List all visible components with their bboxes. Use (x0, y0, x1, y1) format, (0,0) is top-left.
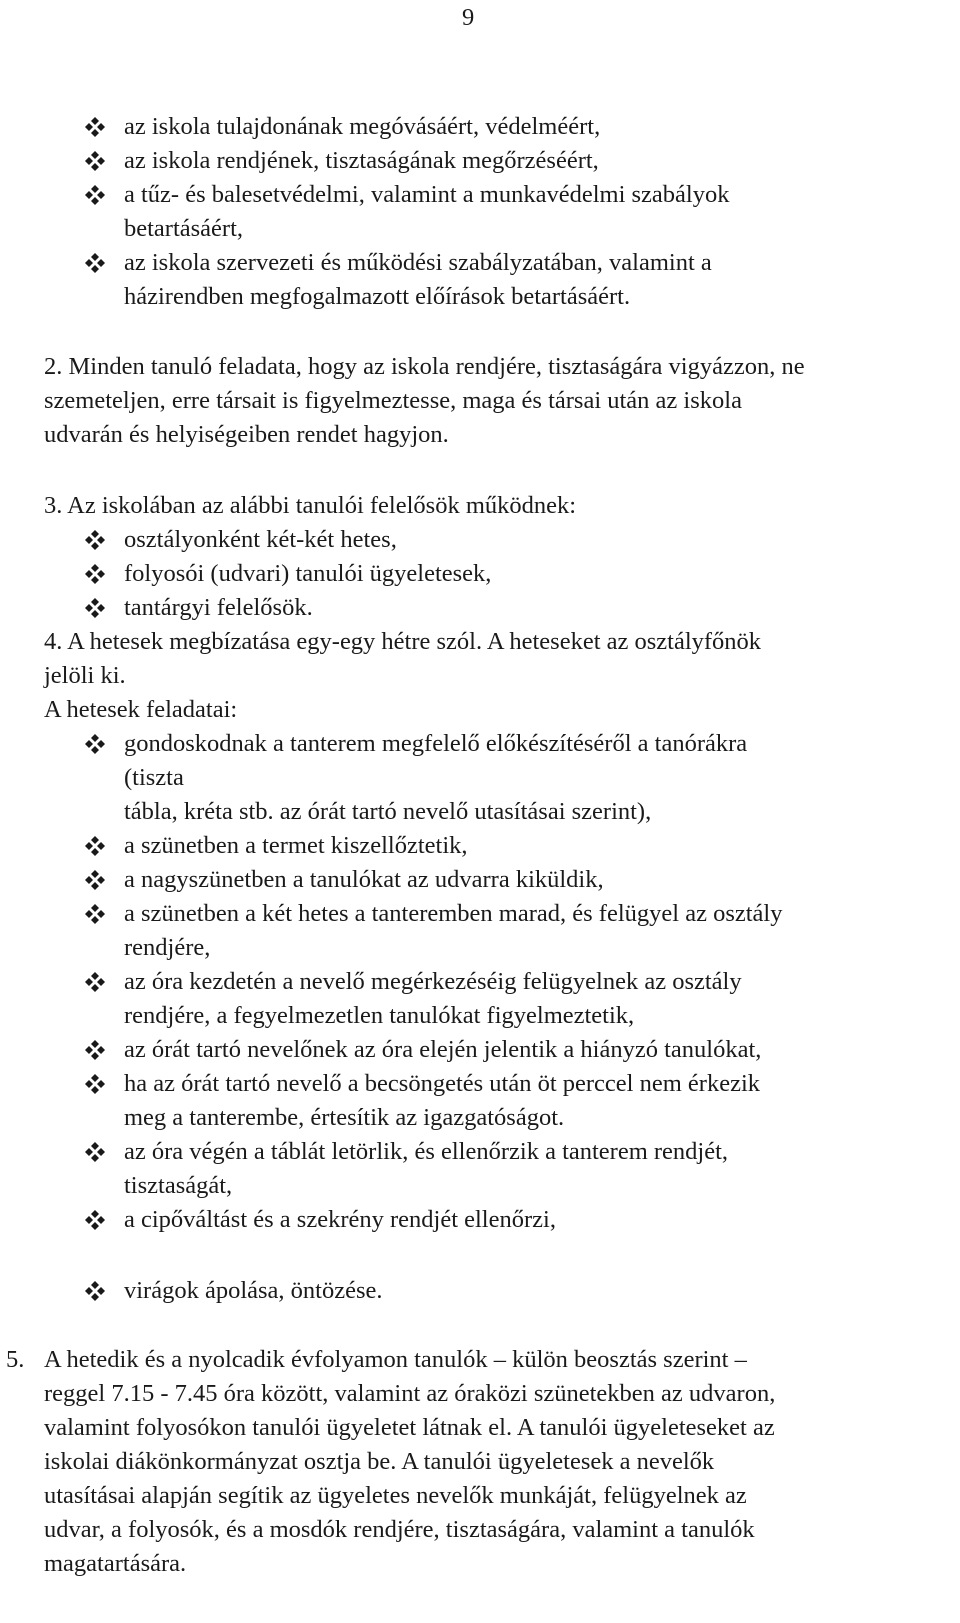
list-item: az óra végén a táblát letörlik, és ellenőrzik a tanterem rendjét, (124, 1138, 729, 1165)
page-number: 9 (462, 4, 475, 31)
paragraph-5-line: valamint folyosókon tanulói ügyeletet látnak el. A tanulói ügyeleteseket az (44, 1414, 775, 1441)
diamond-bullet-icon (85, 253, 105, 273)
paragraph-5-line: A hetedik és a nyolcadik évfolyamon tanulók – külön beosztás szerint – (44, 1346, 747, 1373)
diamond-bullet-icon (85, 904, 105, 924)
list-item: az iskola szervezeti és működési szabályzatában, valamint a (124, 249, 712, 276)
paragraph-5-number: 5. (6, 1346, 25, 1373)
paragraph-4-line: A hetesek feladatai: (44, 696, 238, 723)
paragraph-5-line: iskolai diákönkormányzat osztja be. A tanulói ügyeletesek a nevelők (44, 1448, 715, 1475)
diamond-bullet-icon (85, 734, 105, 754)
list-item-continuation: meg a tanterembe, értesítik az igazgatóságot. (124, 1104, 565, 1131)
list-item: a tűz- és balesetvédelmi, valamint a munkavédelmi szabályok (124, 181, 730, 208)
list-item: gondoskodnak a tanterem megfelelő előkészítéséről a tanórákra (124, 730, 748, 757)
list-item: a szünetben a két hetes a tanteremben marad, és felügyel az osztály (124, 900, 783, 927)
list-item: a szünetben a termet kiszellőztetik, (124, 832, 468, 859)
paragraph-4-line: 4. A hetesek megbízatása egy-egy hétre szól. A heteseket az osztályfőnök (44, 628, 762, 655)
paragraph-2-line: 2. Minden tanuló feladata, hogy az iskola rendjére, tisztaságára vigyázzon, ne (44, 353, 805, 380)
diamond-bullet-icon (85, 972, 105, 992)
list-item-continuation: (tiszta (124, 764, 184, 791)
list-item: az órát tartó nevelőnek az óra elején jelentik a hiányzó tanulókat, (124, 1036, 762, 1063)
list-item-continuation: tisztaságát, (124, 1172, 233, 1199)
diamond-bullet-icon (85, 836, 105, 856)
list-item: az óra kezdetén a nevelő megérkezéséig felügyelnek az osztály (124, 968, 742, 995)
diamond-bullet-icon (85, 1210, 105, 1230)
list-item: az iskola rendjének, tisztaságának megőrzéséért, (124, 147, 599, 174)
list-item: folyosói (udvari) tanulói ügyeletesek, (124, 560, 492, 587)
list-item: tantárgyi felelősök. (124, 594, 313, 621)
list-item-continuation: betartásáért, (124, 215, 244, 242)
paragraph-3: 3. Az iskolában az alábbi tanulói felelősök működnek: (44, 492, 577, 519)
diamond-bullet-icon (85, 1142, 105, 1162)
diamond-bullet-icon (85, 530, 105, 550)
diamond-bullet-icon (85, 117, 105, 137)
diamond-bullet-icon (85, 564, 105, 584)
diamond-bullet-icon (85, 151, 105, 171)
diamond-bullet-icon (85, 1040, 105, 1060)
list-item-continuation: rendjére, a fegyelmezetlen tanulókat figyelmeztetik, (124, 1002, 635, 1029)
diamond-bullet-icon (85, 1074, 105, 1094)
list-item: osztályonként két-két hetes, (124, 526, 397, 553)
list-item-continuation: házirendben megfogalmazott előírások betartásáért. (124, 283, 631, 310)
diamond-bullet-icon (85, 1281, 105, 1301)
paragraph-2-line: udvarán és helyiségeiben rendet hagyjon. (44, 421, 449, 448)
list-item: a cipőváltást és a szekrény rendjét ellenőrzi, (124, 1206, 556, 1233)
list-item-continuation: rendjére, (124, 934, 211, 961)
list-item: az iskola tulajdonának megóvásáért, védelméért, (124, 113, 601, 140)
paragraph-2-line: szemeteljen, erre társait is figyelmeztesse, maga és társai után az iskola (44, 387, 742, 414)
paragraph-5-line: magatartására. (44, 1550, 187, 1577)
paragraph-5-line: udvar, a folyosók, és a mosdók rendjére, tisztaságára, valamint a tanulók (44, 1516, 755, 1543)
paragraph-5-line: utasításai alapján segítik az ügyeletes nevelők munkáját, felügyelnek az (44, 1482, 747, 1509)
list-item-continuation: tábla, kréta stb. az órát tartó nevelő utasításai szerint), (124, 798, 652, 825)
paragraph-4-line: jelöli ki. (44, 662, 126, 689)
diamond-bullet-icon (85, 870, 105, 890)
list-item: virágok ápolása, öntözése. (124, 1277, 383, 1304)
paragraph-5-line: reggel 7.15 - 7.45 óra között, valamint az óraközi szünetekben az udvaron, (44, 1380, 776, 1407)
diamond-bullet-icon (85, 185, 105, 205)
diamond-bullet-icon (85, 598, 105, 618)
list-item: ha az órát tartó nevelő a becsöngetés után öt perccel nem érkezik (124, 1070, 761, 1097)
list-item: a nagyszünetben a tanulókat az udvarra kiküldik, (124, 866, 604, 893)
